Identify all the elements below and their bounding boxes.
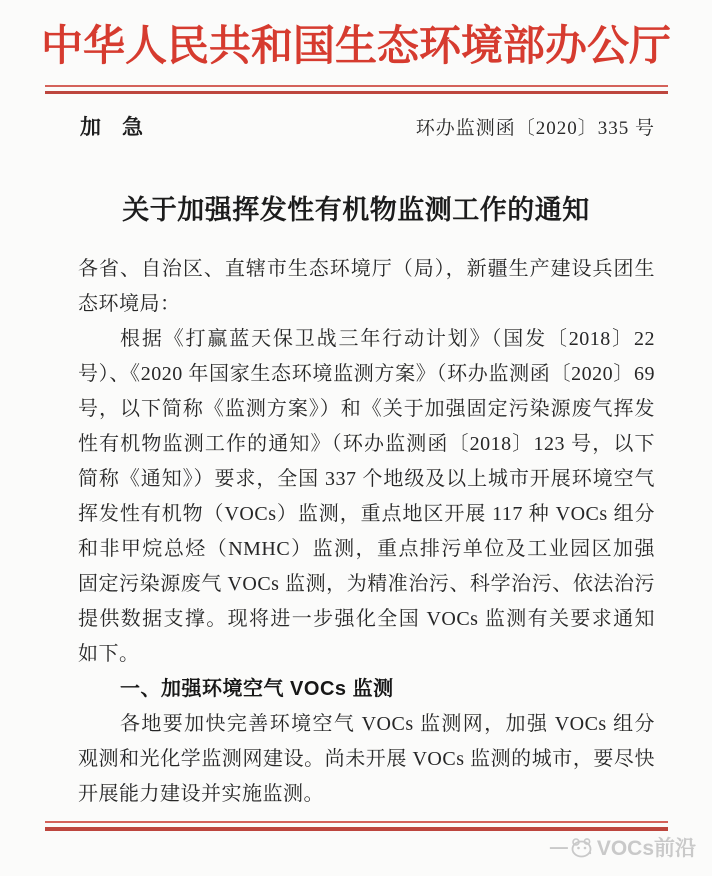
document-line: 提供数据支撑。现将进一步强化全国 VOCs 监测有关要求通知	[78, 608, 655, 630]
document-line: 和非甲烷总烃（NMHC）监测，重点排污单位及工业园区加强	[78, 538, 655, 560]
document-line: 性有机物监测工作的通知》（环办监测函〔2018〕123 号，以下	[78, 433, 655, 455]
document-line: 各地要加快完善环境空气 VOCs 监测网，加强 VOCs 组分	[120, 713, 655, 735]
red-separator-bottom	[45, 821, 668, 831]
document-line: 固定污染源废气 VOCs 监测，为精准治污、科学治污、依法治污	[78, 573, 655, 595]
watermark-label: VOCs前沿	[596, 837, 696, 860]
letterhead-title: 中华人民共和国生态环境部办公厅	[40, 24, 671, 70]
document-title: 关于加强挥发性有机物监测工作的通知	[122, 195, 590, 225]
document-line: 观测和光化学监测网建设。尚未开展 VOCs 监测的城市，要尽快	[78, 748, 655, 770]
watermark	[550, 832, 696, 862]
document-meta-row	[80, 111, 655, 141]
panda-logo-icon	[570, 835, 594, 859]
document-line: 号）、《2020 年国家生态环境监测方案》（环办监测函〔2020〕69	[78, 363, 655, 385]
document-line: 号，以下简称《监测方案》）和《关于加强固定污染源废气挥发	[78, 398, 655, 420]
document-line: 如下。	[78, 643, 140, 665]
urgency-label: 加 急	[80, 116, 143, 139]
document-line: 简称《通知》）要求，全国 337 个地级及以上城市开展环境空气	[78, 468, 655, 490]
document-line: 各省、自治区、直辖市生态环境厅（局），新疆生产建设兵团生	[78, 258, 655, 280]
red-separator-top	[45, 85, 668, 94]
section-heading: 一、加强环境空气 VOCs 监测	[120, 678, 394, 700]
document-body	[78, 252, 655, 812]
document-line: 挥发性有机物（VOCs）监测，重点地区开展 117 种 VOCs 组分	[78, 503, 655, 525]
document-line: 根据《打赢蓝天保卫战三年行动计划》（国发〔2018〕22	[120, 328, 655, 350]
document-number: 环办监测函〔2020〕335 号	[415, 118, 655, 139]
watermark-dash: —	[549, 836, 566, 857]
document-line: 态环境局：	[78, 293, 181, 315]
document-line: 开展能力建设并实施监测。	[78, 783, 324, 805]
